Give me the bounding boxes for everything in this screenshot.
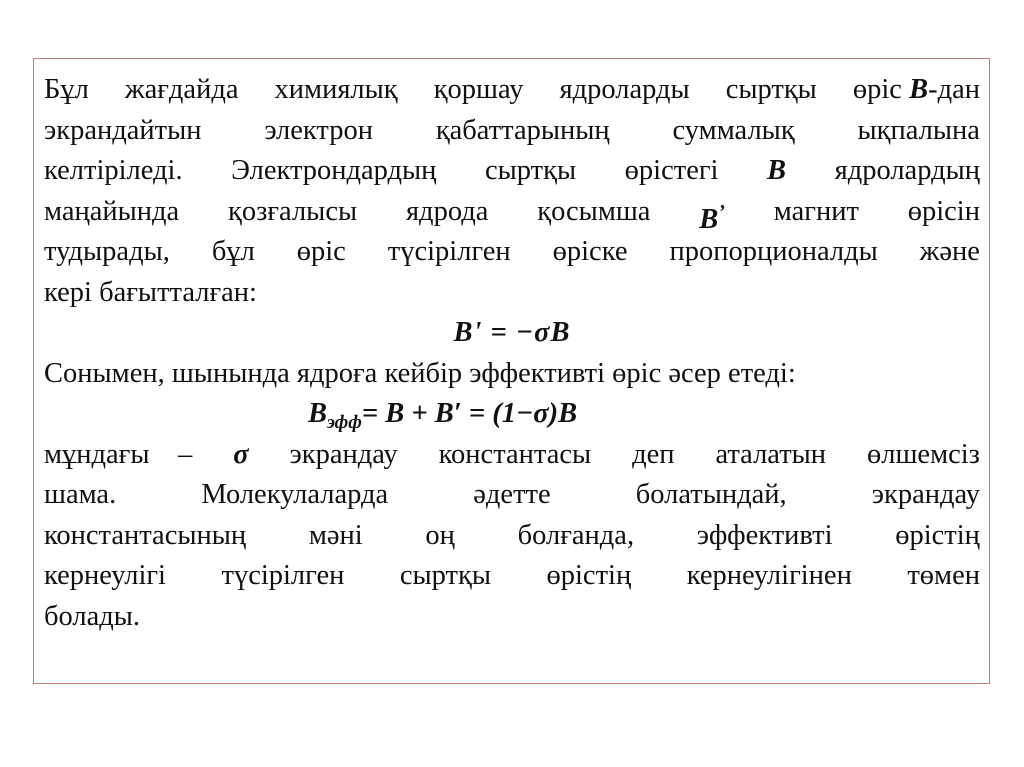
word: болғанда, bbox=[517, 519, 635, 551]
word: константасының bbox=[44, 519, 247, 551]
paragraph-3-line-4 bbox=[44, 556, 980, 597]
word: пропорционалды bbox=[669, 236, 878, 267]
word: Электрондардың bbox=[231, 155, 437, 186]
word: сыртқы bbox=[725, 74, 817, 105]
induced-field-symbol bbox=[699, 192, 725, 233]
word: электрон bbox=[264, 114, 373, 146]
word: болатындай, bbox=[635, 479, 787, 510]
word: шама. bbox=[44, 479, 117, 510]
word: кернеулігі bbox=[44, 560, 166, 591]
word: экрандау bbox=[289, 438, 398, 470]
word: әдетте bbox=[473, 479, 551, 510]
word-suffix: -дан bbox=[928, 74, 980, 105]
word: химиялық bbox=[274, 74, 398, 105]
word: қозғалысы bbox=[228, 195, 358, 227]
word: ядроларды bbox=[559, 74, 690, 105]
magnetic-field-symbol: B bbox=[909, 74, 929, 105]
formula-symbol-b: B bbox=[308, 398, 328, 429]
word: мұндағы bbox=[44, 438, 150, 470]
paragraph-1-line-6: кері бағытталған: bbox=[44, 276, 257, 308]
formula-subscript: эфф bbox=[327, 412, 362, 433]
word: жағдайда bbox=[124, 74, 239, 105]
word: магнит bbox=[773, 195, 859, 227]
word: оң bbox=[425, 519, 455, 551]
formula-body: = B + B′ = (1−σ)B bbox=[361, 398, 578, 429]
word-group bbox=[44, 435, 192, 476]
word: түсірілген bbox=[387, 236, 511, 267]
formula-induced-field: B' = −σB bbox=[453, 317, 571, 348]
paragraph-1-line-2 bbox=[44, 111, 980, 152]
word: сыртқы bbox=[399, 560, 491, 591]
word: Молекулаларда bbox=[201, 479, 389, 510]
word: кернеулігінен bbox=[686, 560, 852, 591]
word: қабаттарының bbox=[435, 114, 610, 146]
word: өріске bbox=[552, 236, 628, 267]
word: қосымша bbox=[537, 195, 651, 227]
paragraph-3-line-1 bbox=[44, 435, 980, 476]
word: өрісін bbox=[907, 195, 980, 227]
word: және bbox=[919, 236, 980, 267]
slide-content bbox=[44, 70, 980, 637]
word: өріс bbox=[852, 74, 902, 105]
word: ядролардың bbox=[834, 155, 980, 186]
word: түсірілген bbox=[221, 560, 345, 591]
word: қоршау bbox=[433, 74, 524, 105]
word: өрістегі bbox=[624, 155, 719, 186]
word: мәні bbox=[308, 519, 363, 551]
word: төмен bbox=[907, 560, 980, 591]
paragraph-3-line-3 bbox=[44, 516, 980, 557]
word: тудырады, bbox=[44, 236, 170, 267]
paragraph-2: Сонымен, шынында ядроға кейбір эффективті өріс әсер етеді: bbox=[44, 357, 796, 389]
word: Бұл bbox=[44, 74, 89, 105]
word: эффективті bbox=[696, 519, 833, 551]
paragraph-1-line-3 bbox=[44, 151, 980, 192]
word: сыртқы bbox=[484, 155, 577, 186]
paragraph-1-line-5 bbox=[44, 232, 980, 273]
sigma-symbol: σ bbox=[233, 438, 249, 470]
prime-mark: ’ bbox=[718, 200, 725, 223]
word: өріс bbox=[296, 236, 346, 267]
word: ықпалына bbox=[857, 114, 980, 146]
word: аталатын bbox=[715, 438, 827, 470]
magnetic-field-symbol: B bbox=[767, 155, 787, 186]
magnetic-field-symbol: B bbox=[699, 203, 719, 235]
paragraph-3-line-2 bbox=[44, 475, 980, 516]
word: ядрода bbox=[405, 195, 489, 227]
word: өрістің bbox=[546, 560, 632, 591]
word: маңайында bbox=[44, 195, 180, 227]
paragraph-3-line-5: болады. bbox=[44, 600, 141, 632]
word: келтіріледі. bbox=[44, 155, 183, 186]
formula-effective-field bbox=[44, 394, 980, 435]
word: константасы bbox=[438, 438, 592, 470]
word: деп bbox=[632, 438, 675, 470]
word: өрістің bbox=[895, 519, 980, 551]
word: экрандау bbox=[871, 479, 980, 510]
dash: – bbox=[178, 438, 193, 470]
word: экрандайтын bbox=[44, 114, 202, 146]
paragraph-1-line-1 bbox=[44, 70, 980, 111]
word: өлшемсіз bbox=[867, 438, 980, 470]
word: суммалық bbox=[672, 114, 795, 146]
word: бұл bbox=[211, 236, 255, 267]
word-group bbox=[853, 70, 980, 111]
paragraph-1-line-4 bbox=[44, 192, 980, 233]
